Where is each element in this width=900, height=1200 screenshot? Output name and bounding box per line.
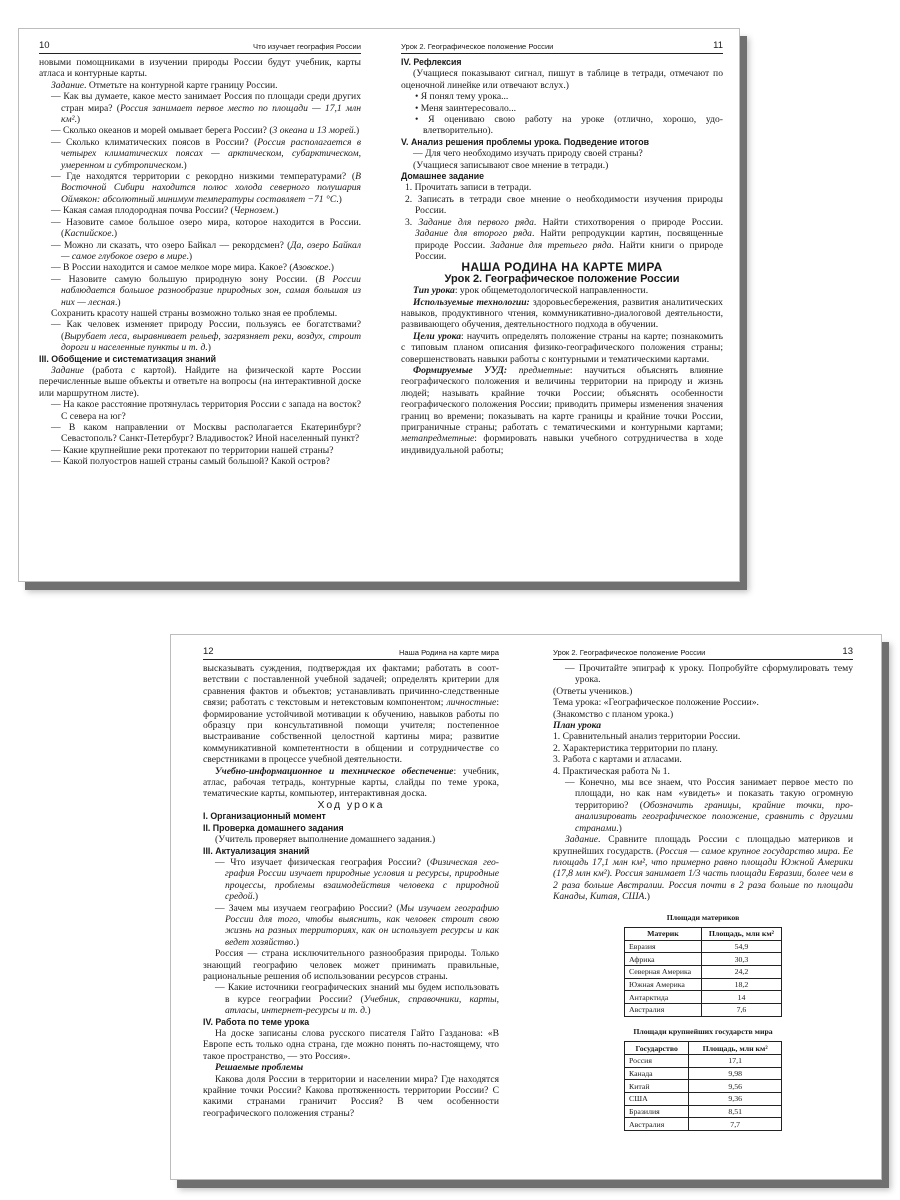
paragraph [553,766,853,777]
text-run: (Учитель проверяет выполнение домашнего задания.) [215,834,436,846]
text-run: III. Актуализация знаний [203,845,310,856]
text-run: . Найти книги о природе России. [415,239,723,262]
bullet-item [401,91,723,102]
table-row [625,1092,782,1105]
table-cell-value: 9,36 [689,1092,782,1105]
table-row [625,953,782,966]
text-run: .) [252,891,259,903]
text-run: • Я понял тему урока... [415,91,509,103]
text-run: Учебно-информационное и техническое обеспечение [215,765,454,777]
page-number: 10 [39,40,50,51]
table-cell-name: Антарктида [625,991,702,1004]
paragraph [401,365,723,456]
text-run: Используемые технологии: [413,296,530,308]
text-run: II. Проверка домашнего задания [203,822,344,833]
paragraph [401,297,723,331]
paragraph [401,160,723,171]
page-text [553,663,853,1131]
text-run: Домашнее задание [401,171,485,182]
text-run: .) [114,296,121,308]
page-text [401,57,723,456]
text-run: Чернозем [233,205,273,217]
text-run: — Какой полуостров нашей страны самый большой? Какой остров? [51,456,330,468]
text-run: .) [272,205,279,217]
text-run: Россия — страна исключительного разнообразия природы. Только знающий географию человек может принимать правильные, рациональные решения об использовании ресурсов страны. [203,948,499,982]
question-item [39,445,361,456]
text-run: ) [367,1005,371,1017]
list-item [401,217,723,263]
text-run: : формирование устойчивой мотивации к обучению, навыков работы по образцу при консультативной помощи учителя; постепенное выстраивание собственной целостной картины мира; развитие коммуникативной компетентности в общении и сотрудничестве со сверстниками в процессе учебной деятельности. [203,697,499,766]
table-cell-name: Россия [625,1054,689,1067]
page-text [203,663,499,1119]
text-run: Цели урока [413,330,462,342]
question-item [39,399,361,422]
table-row [625,991,782,1004]
text-run: 2. Характеристика территории по плану. [553,742,718,754]
table-cell-value: 9,98 [689,1067,782,1080]
question-item [39,137,361,171]
table-header-row [625,1042,782,1055]
text-run: 3 океана и 13 морей [272,125,354,137]
running-head-title: Урок 2. Географическое положение России [401,42,554,51]
paragraph [39,365,361,399]
text-run: 3. Работа с картами и атласами. [553,754,682,766]
page-number: 13 [842,646,853,657]
section-heading [401,137,723,148]
text-run: Учебник, справочники, карты, атласы, интернет-ресурсы и т. д. [225,993,499,1017]
table-row [625,940,782,953]
page-12 [203,635,499,1179]
question-item [553,663,853,686]
running-head [39,40,361,54]
text-run: В России наблюдается большое разнообразие природных зон, самая большая из них — лесная [61,273,361,308]
text-run: Тема урока: «Географическое положение России». [553,697,759,709]
page-10 [39,29,361,581]
text-run: : научиться объяснять влияние географического положения и величины территории на природу и жизнь людей; называть крайние точки России; объяснять особенности географического положения России; приводить примеры изменения значения границ во времени; показывать на карте границы и крайние точки России, приграничные страны; работать с тематическими и контурными картами; [401,364,723,433]
text-run: — Какие источники географических знаний мы будем использовать в курсе географии России? ( [215,982,499,1005]
text-run: .) [328,262,334,274]
text-run: Задание [51,79,85,91]
text-run: — В России находится и самое мелкое море мира. Какое? ( [51,262,293,274]
text-run: Сохранить красоту нашей страны возможно только зная ее проблемы. [51,307,338,319]
spread-pages-10-11 [18,28,740,582]
question-item [401,148,723,159]
text-run: На доске записаны слова русского писателя Гайто Газданова: «В Европе есть только одна страна, где можно понять по-настоящему, что такое пространство, — это Россия». [203,1028,499,1062]
text-run: Урок 2. Географическое положение России [444,272,680,285]
column-header: Государство [625,1042,689,1055]
paragraph [553,834,853,902]
text-run: IV. Рефлексия [401,57,462,67]
text-run: Задание для первого ряда [418,216,534,228]
text-run: (работа с картой). Найдите на физической карте России перечисленные выше объекты и ответьте на вопросы (на интерактивной доске или маршрутном листе). [39,364,361,399]
text-run: .) [293,936,299,948]
text-run: здоровьесбережения, развития аналитических навыков, продуктивного чтения, коммуникативно-диалоговой деятельности, развивающего обучения, деятельностного подхода в обучении. [401,296,723,331]
text-run: — Где находятся территории с рекордно низкими температурами? ( [51,171,356,183]
running-head-title: Урок 2. Географическое положение России [553,648,706,657]
bullet-item [401,103,723,114]
text-run: : научить определять положение страны на карте; познакомить с типовым планом описания физико-географического положения страны; совершенствовать навыки работы с контурными и тематическими картами. [401,330,723,365]
page-11 [401,29,723,581]
table-cell-name: Евразия [625,940,702,953]
text-run: . Найти репродукции картин, посвященные природе России. [415,228,723,251]
text-run: Физическая география России изучает природные условия и ресурсы, природные процессы, проблемы взаимодействия человека с природной средой [225,856,499,903]
text-run: .) [74,114,81,126]
text-run: — Назовите самую большую природную зону России. ( [51,273,319,285]
list-item [401,182,723,193]
page-13 [553,635,853,1179]
text-run: — Что изучает физическая география России? ( [215,856,430,868]
text-run: Вырубает леса, выравнивает рельеф, загрязняет реки, воздух, строит дороги и населенные пункты и т. д. [61,330,361,354]
text-run: Азовское [292,262,329,274]
paragraph [39,308,361,319]
section-heading [39,354,361,365]
text-run: V. Анализ решения проблемы урока. Подведение итогов [401,136,649,147]
table-row [625,1067,782,1080]
text-run: III. Обобщение и систематизация знаний [39,353,217,364]
text-run: личностные [446,697,497,709]
question-item [39,456,361,467]
text-run: (Учащиеся записывают свое мнение в тетради.) [413,159,609,171]
table-row [625,1118,782,1131]
section-heading [203,1017,499,1028]
text-run: В Восточной Сибири находится полюс холода северного полушария Оймякон: абсолютный минимум температуры составляет −71 °С [61,171,361,205]
text-run: Формируемые УУД: [413,364,519,376]
table-cell-name: Китай [625,1080,689,1093]
table-cell-name: Австралия [625,1118,689,1131]
table-cell-value: 8,51 [689,1105,782,1118]
table-header-row [625,927,782,940]
question-item [39,91,361,125]
text-run: метапредметные [401,433,475,445]
text-run: — Конечно, мы все знаем, что Россия занимает первое место по площади, но как нам «увидеть» и показать такую огромную территорию? ( [565,777,853,811]
text-run: .) [616,822,622,834]
table-cell-name: Южная Америка [625,978,702,991]
paragraph [553,754,853,765]
question-item [39,319,361,353]
text-run: . Найти стихотворения о природе России. [533,216,723,228]
text-run: (Знакомство с планом урока.) [553,708,674,720]
table-cell-name: США [625,1092,689,1105]
text-run: — Сколько океанов и морей омывает берега России? ( [51,125,273,137]
paragraph [553,686,853,697]
text-run: Ход урока [317,798,385,811]
text-run: 2. Записать в тетради свое мнение о необходимости изучения природы России. [405,193,723,217]
text-run: Задание [51,364,85,376]
text-run: — В каком направлении от Москвы располагается Екатеринбург? Севастополь? Санкт-Петербург? Владивосток? Иной населенный пункт? [51,422,361,445]
text-run: НАША РОДИНА НА КАРТЕ МИРА [461,260,663,275]
question-item [39,125,361,136]
paragraph [553,720,853,731]
text-run: Каспийское [64,228,112,240]
table-cell-value: 14 [701,991,781,1004]
text-run: (Учащиеся показывают сигнал, пишут в таблице в тетради, отмечают по оценочной линейке или отвечают вслух.) [401,68,723,91]
table-row [625,1080,782,1093]
text-run: : формировать навыки учебного сотрудничества в ходе индивидуальной работы; [401,433,723,456]
text-run: .) [111,228,118,240]
text-run: : учебник, атлас, рабочая тетрадь, контурные карты, слайды по теме урока, тематические карты, компьютер, интерактивная доска. [203,765,499,800]
paragraph [203,1062,499,1073]
table-cell-name: Бразилия [625,1105,689,1118]
question-item [39,262,361,273]
running-head [203,646,499,660]
question-item [39,422,361,445]
table-caption: Площади материков [666,912,740,922]
page-number: 11 [713,40,723,51]
running-head [553,646,853,660]
text-run: 1. Сравнительный анализ территории России. [553,731,741,743]
paragraph [203,948,499,982]
paragraph [203,1028,499,1062]
text-run: (Ответы учеников.) [553,685,633,697]
paragraph [553,709,853,720]
paragraph [203,834,499,845]
text-run: 3. [405,216,419,228]
text-run: Какова доля России в территории и населении мира? Где находятся крайние точки России? Какова протяженность территории России? С какими странами граничит Россия? В чем особенности географического положения страны? [203,1073,499,1119]
countries-area-table [624,1041,782,1131]
table-row [625,966,782,979]
text-run: I. Организационный момент [203,811,326,822]
text-run: Задание для второго ряда [415,228,532,240]
table-row [625,1004,782,1017]
paragraph [203,663,499,766]
running-head-title: Что изучает география России [253,42,361,51]
question-item [39,171,361,205]
question-item [203,903,499,949]
text-run: — Прочитайте эпиграф к уроку. Попробуйте сформулировать тему урока. [565,663,853,686]
text-run: .) [353,125,360,137]
section-title [203,800,499,811]
text-run: — Как человек изменяет природу России, пользуясь ее богатствами? ( [51,319,361,342]
table-row [625,1054,782,1067]
text-run: Мы изучаем географию России для того, чтобы выяснить, как человек строит свою жизнь на разных территориях, как он использует ресурсы и как ведет хозяйство [225,902,499,948]
text-run: — На какое расстояние протянулась территория России с запада на восток? С севера на юг? [51,399,361,422]
paragraph [553,743,853,754]
lesson-title [401,274,723,285]
paragraph [39,57,361,80]
table-caption: Площади крупнейших государств мира [633,1026,773,1036]
table-cell-value: 7,6 [701,1004,781,1017]
paragraph [401,285,723,296]
text-run: Обозначить границы, крайние точки, проанализировать географическое положение, сравнить с другими странами [575,799,853,834]
text-run: — Сколько климатических поясов в России? ( [51,136,258,148]
table-cell-value: 18,2 [701,978,781,991]
paragraph [39,80,361,91]
text-run: План урока [553,720,602,732]
text-run: IV. Работа по теме урока [203,1016,310,1027]
column-header: Площадь, млн км² [689,1042,782,1055]
paragraph [203,1074,499,1120]
column-header: Материк [625,927,702,940]
question-item [39,240,361,263]
section-heading [401,57,723,68]
section-heading [203,823,499,834]
continents-area-table [624,927,782,1017]
text-run: — Какие крупнейшие реки протекают по территории нашей страны? [51,444,334,456]
column-header: Площадь, млн км² [701,927,781,940]
text-run: ) [207,342,211,354]
section-heading [203,846,499,857]
list-item [401,194,723,217]
table-cell-value: 9,56 [689,1080,782,1093]
text-run: • Меня заинтересовало... [415,102,517,114]
text-run: 4. Практическая работа № 1. [553,765,670,777]
table-cell-name: Австралия [625,1004,702,1017]
paragraph [553,697,853,708]
text-run: : урок общеметодологической направленности. [454,285,649,297]
text-run: 1. Прочитать записи в тетради. [405,182,532,194]
table-cell-name: Канада [625,1067,689,1080]
question-item [203,982,499,1016]
text-run: высказывать суждения, подтверждая их фактами; работать в соответствии с поставленной учебной задачей; определять критерии для сравнения фактов и объектов; устанавливать причинно-следственные связи; работать с текстовым и нетекстовым компонентом; [203,663,499,709]
text-run: предметные [518,364,570,376]
question-item [39,217,361,240]
text-run: — Для чего необходимо изучать природу своей страны? [413,148,643,160]
table-row [625,1105,782,1118]
running-head [401,40,723,54]
text-run: — Зачем мы изучаем географию России? ( [215,902,400,914]
text-run: Россия располагается в четырех климатических поясах — арктическом, субарктическом, умеренном и субтропическом [61,136,361,171]
text-run: Тип урока [413,285,455,297]
text-run: .) [186,250,193,262]
page-number: 12 [203,646,214,657]
text-run: — Какая самая плодородная почва России? ( [51,205,234,217]
text-run: новыми помощниками в изучении природы России будут учебник, карты атласа и контурные карты. [39,57,361,80]
text-run: — Можно ли сказать, что озеро Байкал — рекордсмен? ( [51,239,291,251]
paragraph [553,731,853,742]
table-cell-value: 7,7 [689,1118,782,1131]
paragraph [401,331,723,365]
bullet-item [401,114,723,137]
text-run: Россия занимает первое место по площади — 17,1 млн км² [61,102,361,126]
running-head-title: Наша Родина на карте мира [398,648,499,657]
text-run: Да, озеро Байкал — самое глубокое озеро в мире [61,239,361,262]
question-item [553,777,853,834]
text-run: .) [181,159,187,171]
text-run: — Как вы думаете, какое место занимает Россия по площади среди других стран мира? ( [51,91,361,114]
section-heading [401,171,723,182]
table-cell-name: Африка [625,953,702,966]
table-cell-value: 17,1 [689,1054,782,1067]
text-run: • Я оцениваю свою работу на уроке (отлично, хорошо, удовлетворительно). [415,114,723,137]
text-run: Решаемые проблемы [215,1062,304,1074]
text-run: Россия — самое крупное государство мира. Ее площадь 17,1 млн км², что примерно равно площади Южной Америки (17,8 млн км²). Россия занимает 1/3 часть площади Евразии, более чем в 2 раза больше Австралии. Россия почти в 2 раза больше по площади Канады, Китая, США [553,845,853,903]
paragraph [401,68,723,91]
table-row [625,978,782,991]
question-item [203,857,499,903]
section-heading [203,811,499,822]
table-cell-name: Северная Америка [625,966,702,979]
text-run: — Назовите самое большое озеро мира, которое находится в России. ( [51,216,361,240]
text-run: .) [644,891,650,903]
text-run: Задание [565,834,599,846]
table-cell-value: 24,2 [701,966,781,979]
question-item [39,274,361,308]
text-run: Задание для третьего ряда [490,239,612,251]
table-cell-value: 54,9 [701,940,781,953]
paragraph [203,766,499,800]
question-item [39,205,361,216]
text-run: . Сравните площадь России с площадью материков и крупнейших государств. ( [553,834,853,857]
spread-pages-12-13 [170,634,882,1180]
table-cell-value: 30,3 [701,953,781,966]
text-run: . Отметьте на контурной карте границу России. [84,79,278,91]
text-run: .) [336,193,342,205]
page-text [39,57,361,468]
